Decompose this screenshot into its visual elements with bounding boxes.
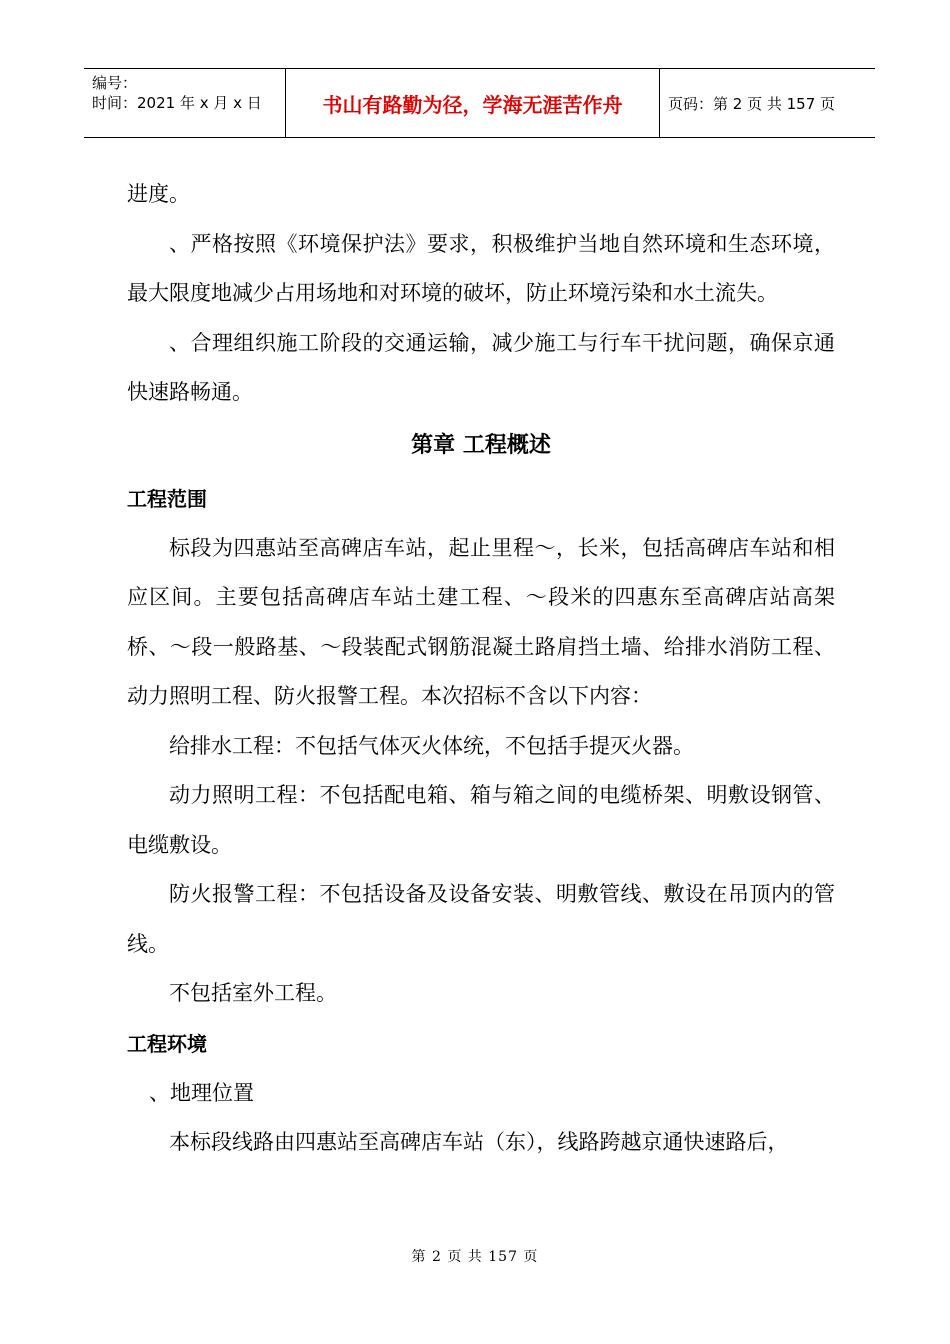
section-title: 工程范围 <box>127 486 207 511</box>
paragraph: 标段为四惠站至高碑店车站，起止里程～，长米，包括高碑店车站和相应区间。主要包括高碑店车站土建工程、～段米的四惠东至高碑店站高架桥、～段一般路基、～段装配式钢筋混凝土路肩挡土墙、给排水消防工程、动力照明工程、防火报警工程。本次招标不含以下内容： <box>127 535 835 708</box>
document-number-label: 编号： <box>92 74 138 92</box>
document-time-label: 时间：2021 年 x 月 x 日 <box>92 94 262 112</box>
header-meta <box>92 73 262 113</box>
page-footer: 第 2 页 共 157 页 <box>411 1249 539 1265</box>
paragraph: 防火报警工程：不包括设备及设备安装、明敷管线、敷设在吊顶内的管线。 <box>127 882 835 956</box>
paragraph: 给排水工程：不包括气体灭火体统，不包括手提灭火器。 <box>169 733 694 758</box>
header-page-number: 页码：第 2 页 共 157 页 <box>668 94 836 113</box>
chapter-title: 第章 工程概述 <box>411 432 551 458</box>
paragraph: 进度。 <box>127 182 190 206</box>
page-header <box>84 68 875 138</box>
paragraph: 不包括室外工程。 <box>169 981 337 1005</box>
paragraph: 、严格按照《环境保护法》要求，积极维护当地自然环境和生态环境，最大限度地减少占用场地和对环境的破坏，防止环境污染和水土流失。 <box>127 231 835 305</box>
paragraph: 动力照明工程：不包括配电箱、箱与箱之间的电缆桥架、明敷设钢管、电缆敷设。 <box>127 783 835 857</box>
header-motto: 书山有路勤为径，学海无涯苦作舟 <box>322 92 623 117</box>
subsection-title: 、地理位置 <box>149 1080 254 1105</box>
paragraph: 本标段线路由四惠站至高碑店车站（东），线路跨越京通快速路后， <box>169 1130 789 1154</box>
paragraph: 、合理组织施工阶段的交通运输，减少施工与行车干扰问题，确保京通快速路畅通。 <box>127 330 835 404</box>
document-body <box>127 170 835 1168</box>
section-title: 工程环境 <box>127 1031 207 1056</box>
